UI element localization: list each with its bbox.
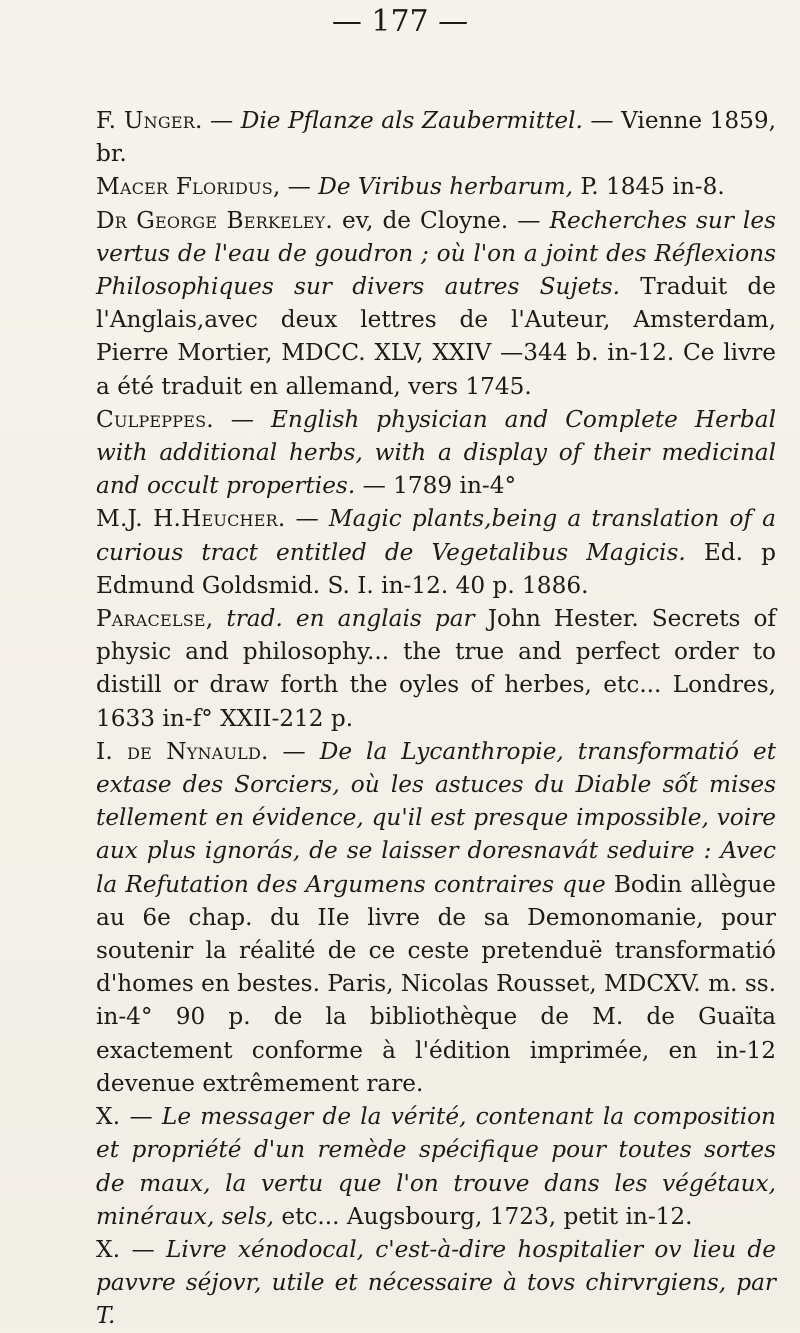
entry-title: De la Lycanthropie, transformatió et extase des Sorciers, où les astuces du Diable sốt mises tellement en évidence, qu'il est presque impossible, voire aux plus ignorás, de se laisser doresnavát seduire : Avec la Refutation des Argumens contraires que [96, 737, 777, 898]
entry-author: X. [96, 1235, 121, 1263]
entry-separator: — [202, 107, 241, 134]
entry-title: De Viribus herbarum, [318, 173, 574, 201]
page-number: — 177 — [331, 4, 469, 39]
entry-title: trad. en anglais par [226, 605, 475, 633]
entry-title: Die Pflanze als Zaubermittel. [240, 107, 583, 134]
entry-author: Culpeppes. [96, 405, 214, 433]
bibliography-entry [96, 104, 776, 170]
entry-details: Ed. p Edmund Goldsmid. S. I. in-12. 40 p. 1886. [96, 538, 776, 599]
bibliography-list [96, 104, 776, 1333]
entry-author: Paracelse, [96, 605, 214, 633]
bibliography-entry [96, 204, 776, 403]
bibliography-entry [96, 1233, 776, 1333]
entry-title: Recherches sur les vertus de l'eau de goudron ; où l'on a joint des Réflexions Philosophiques sur divers autres Sujets. [96, 206, 776, 301]
bibliography-entry [96, 502, 776, 602]
entry-title: Magic plants,being a translation of a curious tract entitled de Vegetalibus Magicis. [96, 505, 776, 566]
entry-separator: — [120, 1103, 162, 1131]
bibliography-entry [96, 602, 776, 735]
entry-separator: — [268, 737, 320, 765]
entry-title: Le messager de la vérité, contenant la composition et propriété d'un remède spécifique pour toutes sortes de maux, la vertu que l'on trouve dans les végétaux, minéraux, sels, [96, 1103, 776, 1230]
bibliography-entry [96, 170, 776, 203]
entry-separator: ev, de Cloyne. — [332, 206, 550, 234]
entry-title: Livre xénodocal, c'est-à-dire hospitalier ov lieu de pavvre séjovr, utile et nécessaire à tovs chirvrgiens, par T. [96, 1235, 776, 1330]
entry-details: — Vienne 1859, br. [96, 107, 777, 168]
entry-author: Dr George Berkeley. [96, 206, 333, 234]
entry-separator: , — [272, 173, 319, 201]
entry-author: I. de Nynauld. [96, 737, 269, 765]
entry-details: P. 1845 in-8. [573, 173, 725, 201]
entry-separator: — [285, 505, 329, 533]
entry-author: F. Unger. [96, 107, 203, 134]
entry-details: etc... Augsbourg, 1723, petit in-12. [274, 1202, 693, 1230]
entry-author: M.J. H.Heucher. [96, 505, 286, 533]
bibliography-entry [96, 403, 776, 503]
entry-title: English physician and Complete Herbal with additional herbs, with a display of their medicinal and occult properties. [96, 405, 776, 500]
entry-author: Macer Floridus [96, 173, 273, 201]
entry-details: Traduit de l'Anglais,avec deux lettres de l'Auteur, Amsterdam, Pierre Mortier, MDCC. XLV, XXIV —344 b. in-12. Ce livre a été traduit en allemand, vers 1745. [96, 273, 776, 400]
entry-separator [213, 605, 226, 632]
entry-separator: — [120, 1235, 166, 1263]
entry-details: — 1789 in-4° [355, 472, 517, 500]
entry-details: Bodin allègue au 6e chap. du IIe livre de sa Demonomanie, pour soutenir la réalité de ce ceste pretenduë transformatió d'homes en bestes. Paris, Nicolas Rousset, MDCXV. m. ss. in-4° 90 p. de la bibliothèque de M. de Guaïta exactement conforme à l'édition imprimée, en in-12 devenue extrêmement rare. [96, 870, 777, 1097]
bibliography-entry [96, 1100, 776, 1233]
entry-separator: — [213, 405, 271, 433]
bibliography-entry [96, 735, 776, 1100]
entry-details: John Hester. Secrets of physic and philosophy... the true and perfect order to distill or draw forth the oyles of herbes, etc... Londres, 1633 in-f° XXII-212 p. [96, 605, 776, 732]
entry-author: X. [96, 1103, 121, 1131]
